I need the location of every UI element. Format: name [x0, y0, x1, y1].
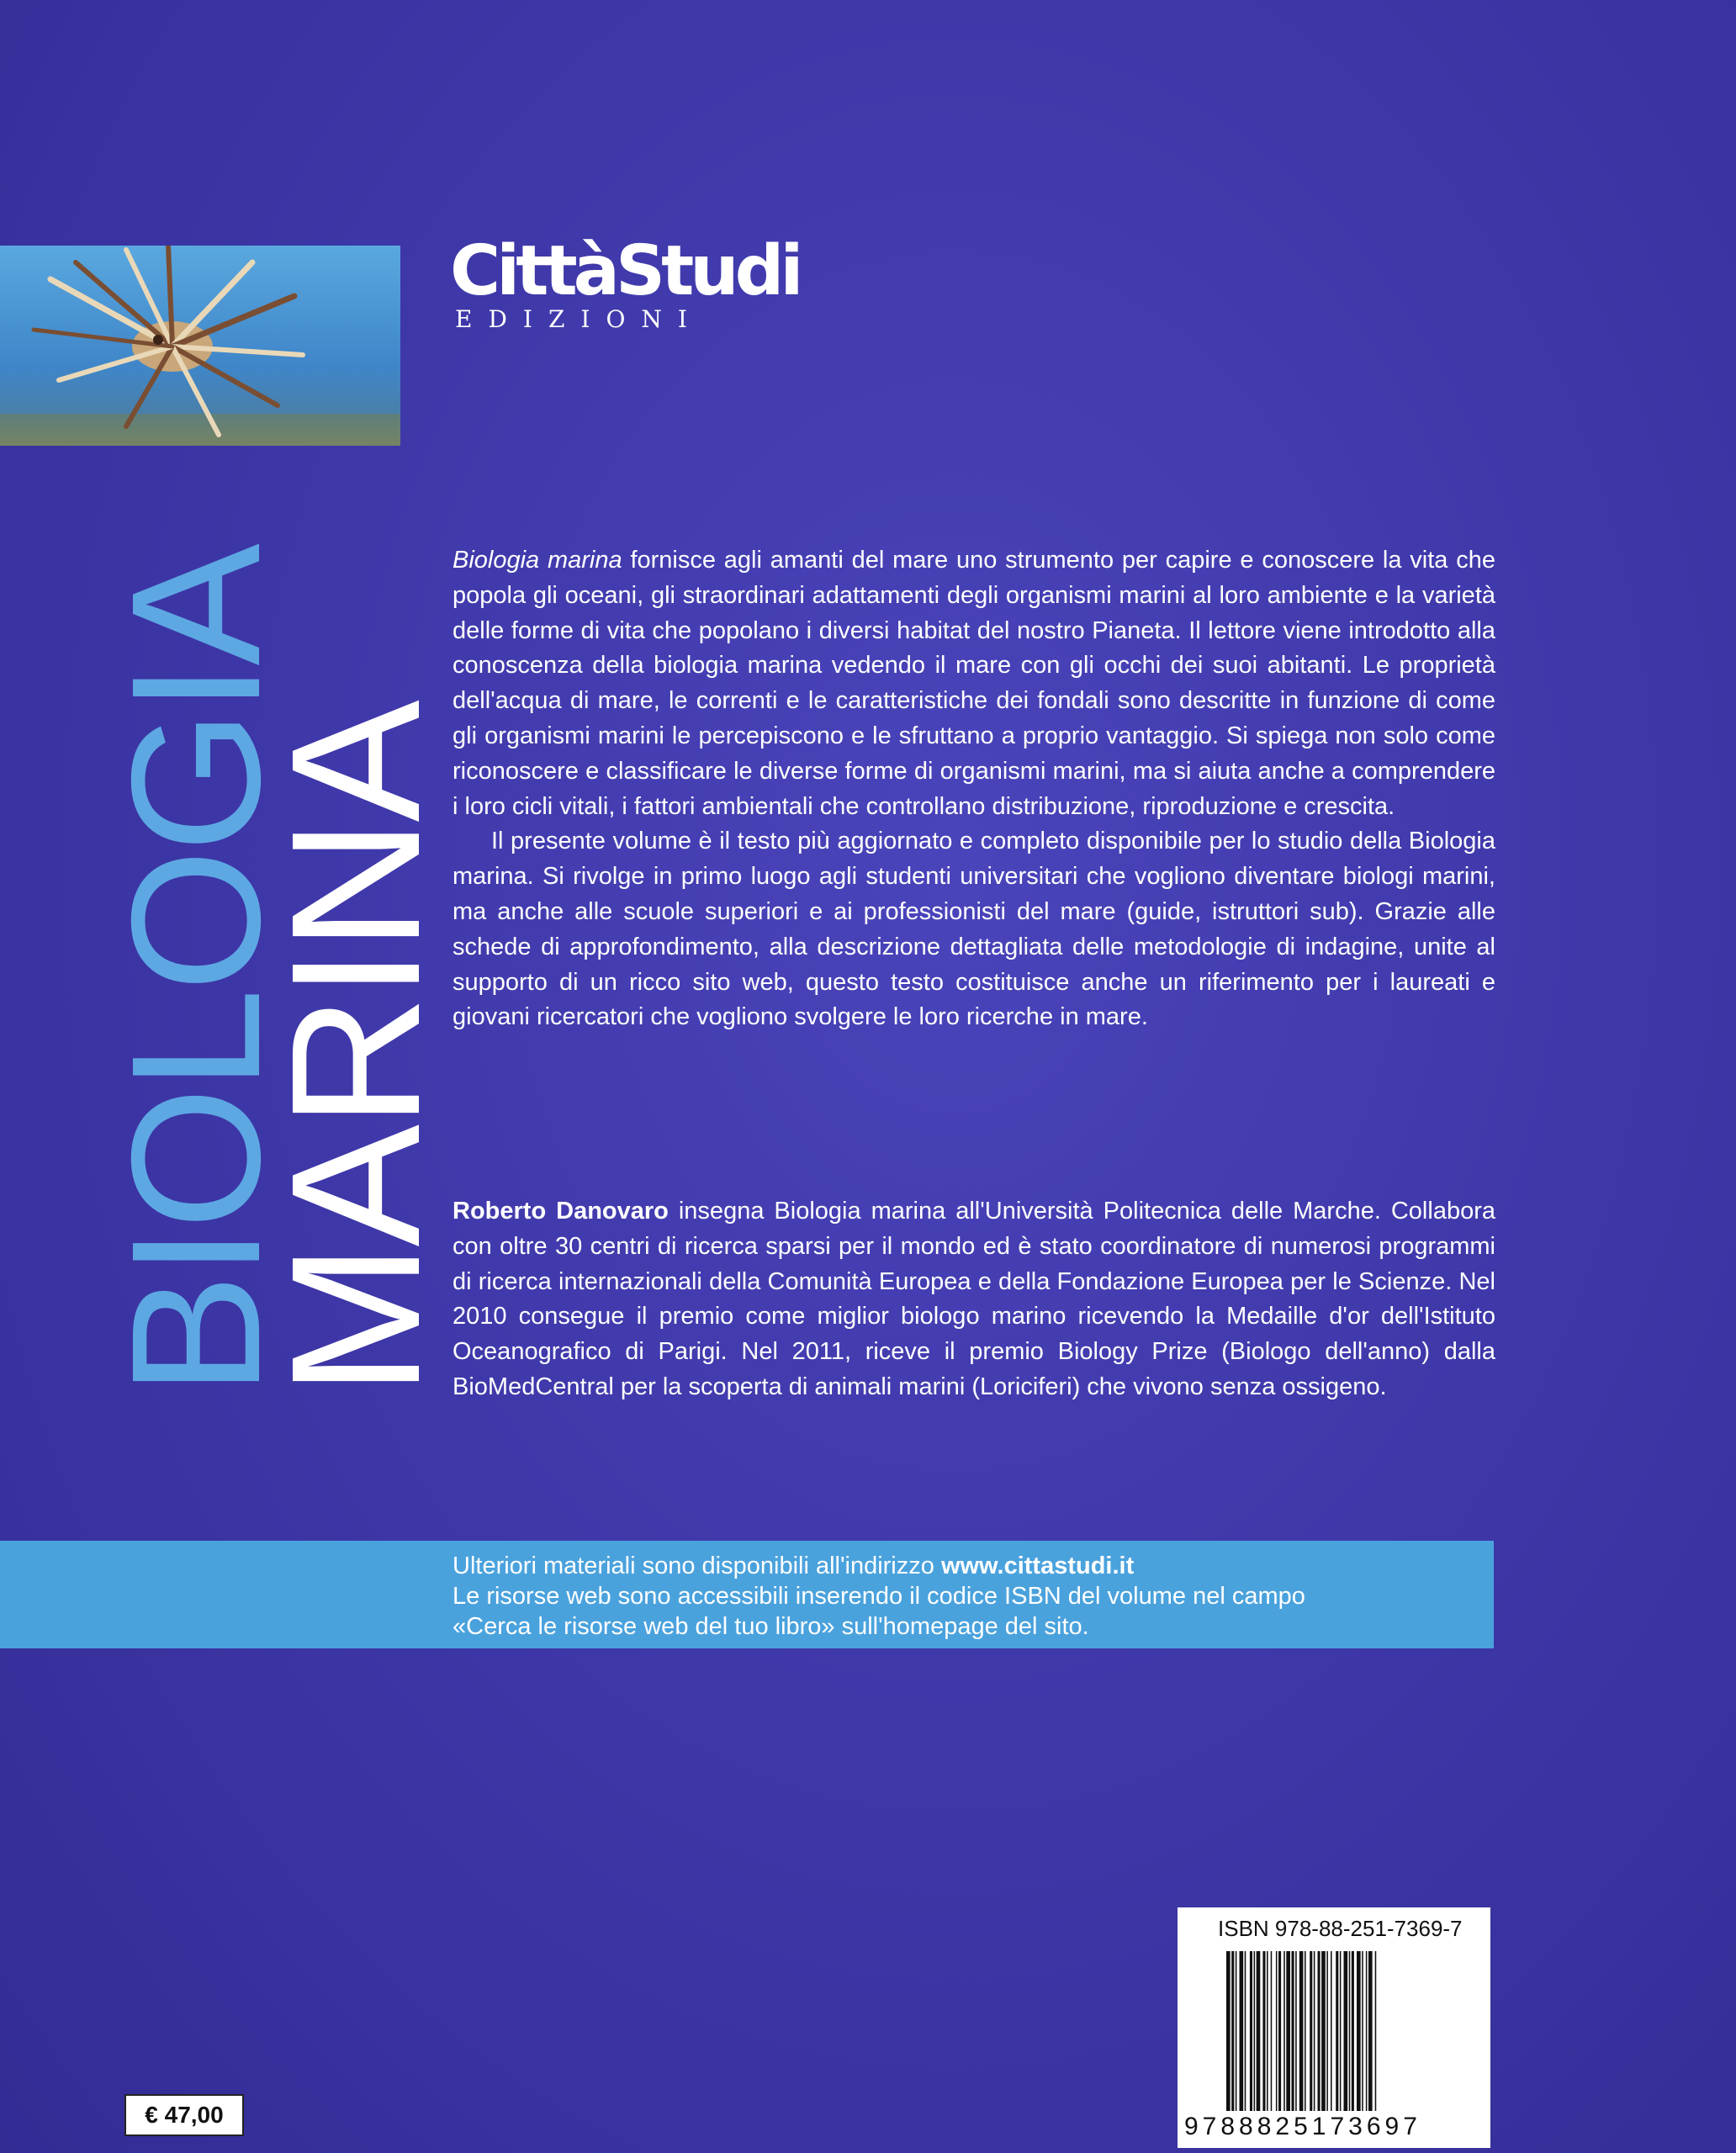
barcode-bar [1276, 1951, 1278, 2111]
barcode-bar [1375, 1951, 1377, 2111]
barcode-bar [1326, 1951, 1328, 2111]
web-resources-text [453, 1551, 1487, 1642]
description-paragraph-2: Il presente volume è il testo più aggiornato e completo disponibile per lo studio della Biologia marina. Si rivolge in primo luogo agli studenti universitari che vogliono diventare biologi marini, ma anche alle scuole superiori e ai professionisti del mare (guide, istruttori sub). Grazie alle schede di approfondimento, alla descrizione dettagliata delle metodologie di indagine, unite al supporto di un ricco sito web, questo testo costituisce anche un riferimento per i laureati e giovani ricercatori che vogliono svolgere le loro ricerche in mare. [453, 828, 1495, 1031]
barcode-bar [1267, 1951, 1268, 2111]
website-link[interactable]: www.cittastudi.it [940, 1553, 1135, 1579]
barcode-bar [1366, 1951, 1368, 2111]
barcode-bar [1226, 1951, 1231, 2111]
web-line-1-prefix: Ulteriori materiali sono disponibili all'indirizzo [453, 1553, 941, 1579]
barcode-bar [1271, 1951, 1273, 2111]
barcode-bar [1236, 1951, 1237, 2111]
book-description [453, 543, 1495, 1035]
description-text-1: fornisce agli amanti del mare uno strumento per capire e conoscere la vita che popola gli oceani, gli straordinari adattamenti degli organismi marini al loro ambiente e la varietà delle forme di vita che popolano i diversi habitat del nostro Pianeta. Il lettore viene introdotto alla conoscenza della biologia marina vedendo il mare con gli occhi dei suoi abitanti. Le proprietà dell'acqua di mare, le correnti e le caratteristiche dei fondali sono descritte in funzione di come gli organismi marini le percepiscono e le sfruttano a proprio vantaggio. Si spiega non solo come riconoscere e classificare le diverse forme di organismi marini, ma si aiuta anche a comprendere i loro cicli vitali, i fattori ambientali che controllano distribuzione, riproduzione e crescita. [453, 547, 1495, 820]
author-paragraph [453, 1194, 1495, 1405]
web-line-2: Le risorse web sono accessibili inserendo il codice ISBN del volume nel campo [453, 1583, 1305, 1610]
web-line-3: «Cerca le risorse web del tuo libro» sull'homepage del sito. [453, 1613, 1089, 1640]
barcode-bar [1257, 1951, 1261, 2111]
barcode-bar [1352, 1951, 1354, 2111]
barcode-bar [1368, 1951, 1373, 2111]
barcode-bar [1240, 1951, 1244, 2111]
barcode-digits: 9788825173697 [1184, 2113, 1421, 2140]
publisher-logo-main: CittàStudi [450, 231, 800, 311]
barcode-bar [1245, 1951, 1246, 2111]
web-resources-band [0, 1541, 1494, 1648]
barcode-bar [1231, 1951, 1234, 2111]
publisher-logo-sub: EDIZIONI [455, 305, 703, 333]
barcode-bar [1318, 1951, 1321, 2111]
web-line-1 [453, 1551, 1487, 1581]
barcode-bar [1362, 1951, 1363, 2111]
isbn-label: ISBN 978-88-251-7369-7 [1218, 1916, 1463, 1941]
barcode-bar [1283, 1951, 1285, 2111]
title-line-marina: MARINA [254, 703, 458, 1396]
barcode-bar [1250, 1951, 1252, 2111]
author-bio-text: insegna Biologia marina all'Università Politecnica delle Marche. Collabora con oltre 30 centri di ricerca sparsi per il mondo ed è stato coordinatore di numerosi programmi di ricerca internazionali della Comunità Europea e della Fondazione Europea per le Scienze. Nel 2010 consegue il premio come miglior biologo marino ricevendo la Medaille d'or dell'Istituto Oceanografico di Parigi. Nel 2011, riceve il premio Biology Prize (Biologo dell'anno) dalla BioMedCentral per la scoperta di animali marini (Loriciferi) che vivono senza ossigeno. [453, 1198, 1495, 1400]
vertical-title [94, 547, 458, 1396]
barcode-bar [1295, 1951, 1297, 2111]
barcode-bar [1331, 1951, 1332, 2111]
isbn-barcode-box [1178, 1907, 1490, 2148]
barcode-bar [1305, 1951, 1306, 2111]
barcode-bar [1299, 1951, 1304, 2111]
barcode-bar [1349, 1951, 1351, 2111]
barcode-bar [1262, 1951, 1265, 2111]
barcode-bar [1286, 1951, 1290, 2111]
barcode-bar [1292, 1951, 1294, 2111]
author-bio [453, 1194, 1495, 1405]
barcode-bar [1310, 1951, 1312, 2111]
barcode-bar [1314, 1951, 1315, 2111]
barcode-bar [1278, 1951, 1281, 2111]
publisher-logo [450, 231, 803, 332]
barcode-bar [1321, 1951, 1326, 2111]
author-name: Roberto Danovaro [453, 1198, 669, 1225]
book-title-italic: Biologia marina [453, 547, 622, 574]
barcode-icon [1226, 1951, 1470, 2111]
barcode-bar [1336, 1951, 1338, 2111]
title-line-biologia: BIOLOGIA [94, 547, 299, 1396]
barcode-bar [1340, 1951, 1342, 2111]
barcode-bar [1254, 1951, 1256, 2111]
lionfish-photo [0, 246, 400, 446]
barcode-bar [1344, 1951, 1348, 2111]
barcode-bar [1357, 1951, 1361, 2111]
price-tag: € 47,00 [124, 2094, 244, 2136]
description-paragraph-1 [453, 543, 1495, 824]
